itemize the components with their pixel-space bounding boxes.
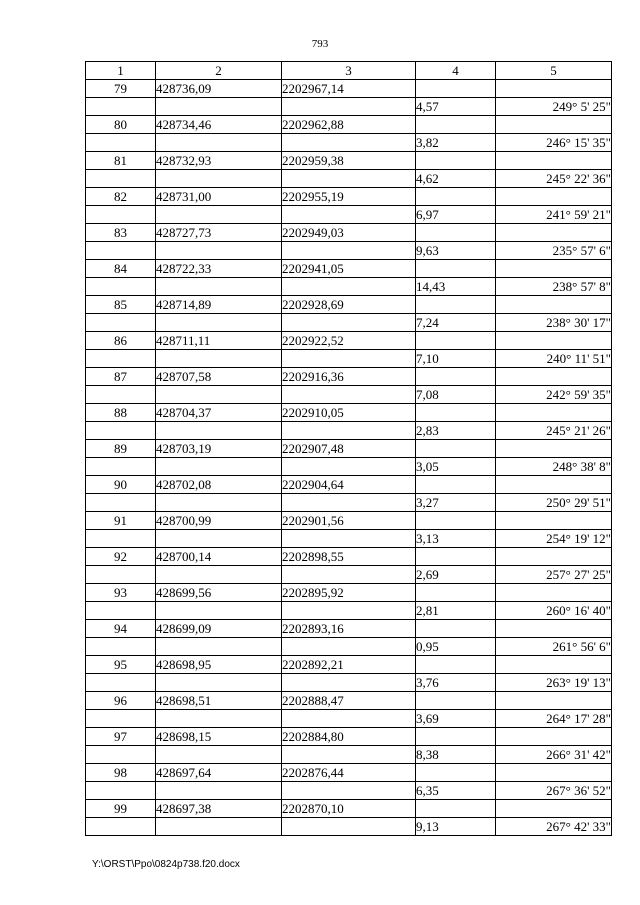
point-number-cell: 89 (86, 440, 156, 458)
direction-angle-cell: 250° 29' 51" (496, 494, 612, 512)
empty-cell (86, 710, 156, 728)
x-coordinate-cell: 428704,37 (156, 404, 282, 422)
y-coordinate-cell: 2202941,05 (282, 260, 416, 278)
empty-cell (416, 332, 496, 350)
point-row (86, 260, 612, 278)
empty-cell (156, 314, 282, 332)
x-coordinate-cell: 428734,46 (156, 116, 282, 134)
empty-cell (156, 350, 282, 368)
empty-cell (156, 782, 282, 800)
empty-cell (156, 422, 282, 440)
column-header-1: 1 (86, 62, 156, 80)
empty-cell (496, 476, 612, 494)
point-row (86, 656, 612, 674)
point-number-cell: 97 (86, 728, 156, 746)
point-row (86, 368, 612, 386)
page-number: 793 (311, 38, 329, 50)
point-row (86, 548, 612, 566)
empty-cell (416, 476, 496, 494)
empty-cell (156, 710, 282, 728)
empty-cell (86, 350, 156, 368)
x-coordinate-cell: 428699,56 (156, 584, 282, 602)
empty-cell (416, 116, 496, 134)
empty-cell (496, 80, 612, 98)
y-coordinate-cell: 2202870,10 (282, 800, 416, 818)
x-coordinate-cell: 428697,38 (156, 800, 282, 818)
distance-cell: 6,35 (416, 782, 496, 800)
point-number-cell: 95 (86, 656, 156, 674)
y-coordinate-cell: 2202910,05 (282, 404, 416, 422)
empty-cell (282, 566, 416, 584)
segment-row (86, 314, 612, 332)
empty-cell (496, 296, 612, 314)
empty-cell (86, 674, 156, 692)
column-header-4: 4 (416, 62, 496, 80)
y-coordinate-cell: 2202916,36 (282, 368, 416, 386)
point-row (86, 692, 612, 710)
direction-angle-cell: 249° 5' 25" (496, 98, 612, 116)
empty-cell (282, 278, 416, 296)
direction-angle-cell: 263° 19' 13" (496, 674, 612, 692)
empty-cell (496, 728, 612, 746)
empty-cell (86, 638, 156, 656)
direction-angle-cell: 266° 31' 42" (496, 746, 612, 764)
direction-angle-cell: 257° 27' 25" (496, 566, 612, 584)
distance-cell: 4,62 (416, 170, 496, 188)
x-coordinate-cell: 428707,58 (156, 368, 282, 386)
point-row (86, 224, 612, 242)
empty-cell (282, 458, 416, 476)
empty-cell (156, 134, 282, 152)
x-coordinate-cell: 428700,14 (156, 548, 282, 566)
point-number-cell: 92 (86, 548, 156, 566)
empty-cell (86, 170, 156, 188)
empty-cell (496, 656, 612, 674)
x-coordinate-cell: 428702,08 (156, 476, 282, 494)
empty-cell (282, 422, 416, 440)
y-coordinate-cell: 2202955,19 (282, 188, 416, 206)
segment-row (86, 278, 612, 296)
empty-cell (416, 260, 496, 278)
y-coordinate-cell: 2202895,92 (282, 584, 416, 602)
empty-cell (416, 584, 496, 602)
empty-cell (86, 566, 156, 584)
point-number-cell: 83 (86, 224, 156, 242)
empty-cell (416, 368, 496, 386)
segment-row (86, 566, 612, 584)
segment-row (86, 638, 612, 656)
direction-angle-cell: 260° 16' 40" (496, 602, 612, 620)
segment-row (86, 710, 612, 728)
y-coordinate-cell: 2202876,44 (282, 764, 416, 782)
empty-cell (496, 764, 612, 782)
point-row (86, 404, 612, 422)
empty-cell (496, 152, 612, 170)
distance-cell: 7,08 (416, 386, 496, 404)
empty-cell (86, 422, 156, 440)
y-coordinate-cell: 2202898,55 (282, 548, 416, 566)
empty-cell (416, 440, 496, 458)
empty-cell (282, 386, 416, 404)
empty-cell (86, 386, 156, 404)
y-coordinate-cell: 2202904,64 (282, 476, 416, 494)
empty-cell (282, 638, 416, 656)
point-number-cell: 96 (86, 692, 156, 710)
y-coordinate-cell: 2202901,56 (282, 512, 416, 530)
point-number-cell: 90 (86, 476, 156, 494)
direction-angle-cell: 254° 19' 12" (496, 530, 612, 548)
direction-angle-cell: 267° 36' 52" (496, 782, 612, 800)
empty-cell (416, 800, 496, 818)
point-row (86, 296, 612, 314)
empty-cell (86, 458, 156, 476)
empty-cell (86, 98, 156, 116)
segment-row (86, 170, 612, 188)
distance-cell: 3,13 (416, 530, 496, 548)
point-number-cell: 84 (86, 260, 156, 278)
y-coordinate-cell: 2202949,03 (282, 224, 416, 242)
empty-cell (282, 206, 416, 224)
point-row (86, 800, 612, 818)
x-coordinate-cell: 428711,11 (156, 332, 282, 350)
distance-cell: 0,95 (416, 638, 496, 656)
y-coordinate-cell: 2202907,48 (282, 440, 416, 458)
empty-cell (416, 188, 496, 206)
empty-cell (282, 782, 416, 800)
empty-cell (156, 566, 282, 584)
empty-cell (156, 746, 282, 764)
empty-cell (496, 548, 612, 566)
point-number-cell: 99 (86, 800, 156, 818)
empty-cell (416, 404, 496, 422)
direction-angle-cell: 235° 57' 6" (496, 242, 612, 260)
y-coordinate-cell: 2202962,88 (282, 116, 416, 134)
direction-angle-cell: 264° 17' 28" (496, 710, 612, 728)
point-number-cell: 94 (86, 620, 156, 638)
distance-cell: 2,69 (416, 566, 496, 584)
empty-cell (416, 512, 496, 530)
empty-cell (86, 278, 156, 296)
empty-cell (156, 242, 282, 260)
empty-cell (496, 692, 612, 710)
direction-angle-cell: 261° 56' 6" (496, 638, 612, 656)
empty-cell (156, 818, 282, 836)
direction-angle-cell: 267° 42' 33" (496, 818, 612, 836)
y-coordinate-cell: 2202922,52 (282, 332, 416, 350)
empty-cell (156, 458, 282, 476)
x-coordinate-cell: 428736,09 (156, 80, 282, 98)
x-coordinate-cell: 428731,00 (156, 188, 282, 206)
empty-cell (156, 602, 282, 620)
empty-cell (416, 80, 496, 98)
empty-cell (282, 242, 416, 260)
point-row (86, 584, 612, 602)
segment-row (86, 746, 612, 764)
x-coordinate-cell: 428699,09 (156, 620, 282, 638)
point-row (86, 152, 612, 170)
y-coordinate-cell: 2202959,38 (282, 152, 416, 170)
empty-cell (86, 602, 156, 620)
empty-cell (496, 512, 612, 530)
point-number-cell: 86 (86, 332, 156, 350)
column-header-3: 3 (282, 62, 416, 80)
point-number-cell: 93 (86, 584, 156, 602)
point-number-cell: 80 (86, 116, 156, 134)
point-row (86, 80, 612, 98)
empty-cell (86, 782, 156, 800)
point-number-cell: 87 (86, 368, 156, 386)
direction-angle-cell: 242° 59' 35" (496, 386, 612, 404)
empty-cell (416, 728, 496, 746)
y-coordinate-cell: 2202967,14 (282, 80, 416, 98)
empty-cell (416, 296, 496, 314)
segment-row (86, 242, 612, 260)
segment-row (86, 818, 612, 836)
column-header-2: 2 (156, 62, 282, 80)
distance-cell: 7,24 (416, 314, 496, 332)
x-coordinate-cell: 428700,99 (156, 512, 282, 530)
empty-cell (282, 98, 416, 116)
direction-angle-cell: 245° 21' 26" (496, 422, 612, 440)
empty-cell (496, 800, 612, 818)
distance-cell: 3,76 (416, 674, 496, 692)
direction-angle-cell: 245° 22' 36" (496, 170, 612, 188)
distance-cell: 9,63 (416, 242, 496, 260)
empty-cell (156, 494, 282, 512)
empty-cell (496, 440, 612, 458)
x-coordinate-cell: 428697,64 (156, 764, 282, 782)
point-number-cell: 91 (86, 512, 156, 530)
segment-row (86, 134, 612, 152)
x-coordinate-cell: 428727,73 (156, 224, 282, 242)
point-number-cell: 88 (86, 404, 156, 422)
empty-cell (282, 674, 416, 692)
column-header-5: 5 (496, 62, 612, 80)
direction-angle-cell: 246° 15' 35" (496, 134, 612, 152)
direction-angle-cell: 238° 30' 17" (496, 314, 612, 332)
empty-cell (156, 206, 282, 224)
point-row (86, 440, 612, 458)
y-coordinate-cell: 2202884,80 (282, 728, 416, 746)
empty-cell (496, 620, 612, 638)
empty-cell (156, 638, 282, 656)
x-coordinate-cell: 428732,93 (156, 152, 282, 170)
empty-cell (496, 188, 612, 206)
empty-cell (496, 224, 612, 242)
x-coordinate-cell: 428714,89 (156, 296, 282, 314)
y-coordinate-cell: 2202928,69 (282, 296, 416, 314)
distance-cell: 8,38 (416, 746, 496, 764)
direction-angle-cell: 241° 59' 21" (496, 206, 612, 224)
segment-row (86, 494, 612, 512)
empty-cell (86, 242, 156, 260)
distance-cell: 7,10 (416, 350, 496, 368)
empty-cell (86, 818, 156, 836)
segment-row (86, 602, 612, 620)
empty-cell (86, 530, 156, 548)
point-row (86, 476, 612, 494)
empty-cell (416, 224, 496, 242)
table-body (86, 80, 612, 836)
empty-cell (282, 710, 416, 728)
empty-cell (282, 746, 416, 764)
file-path-footer: Y:\ORST\Ppo\0824p738.f20.docx (92, 859, 240, 870)
point-row (86, 728, 612, 746)
empty-cell (416, 764, 496, 782)
segment-row (86, 530, 612, 548)
empty-cell (282, 602, 416, 620)
empty-cell (416, 656, 496, 674)
y-coordinate-cell: 2202892,21 (282, 656, 416, 674)
empty-cell (156, 278, 282, 296)
empty-cell (282, 530, 416, 548)
distance-cell: 2,81 (416, 602, 496, 620)
distance-cell: 2,83 (416, 422, 496, 440)
direction-angle-cell: 240° 11' 51" (496, 350, 612, 368)
empty-cell (86, 494, 156, 512)
point-row (86, 764, 612, 782)
empty-cell (86, 206, 156, 224)
y-coordinate-cell: 2202893,16 (282, 620, 416, 638)
empty-cell (156, 386, 282, 404)
point-number-cell: 81 (86, 152, 156, 170)
empty-cell (86, 134, 156, 152)
x-coordinate-cell: 428698,15 (156, 728, 282, 746)
point-number-cell: 79 (86, 80, 156, 98)
distance-cell: 3,82 (416, 134, 496, 152)
distance-cell: 3,05 (416, 458, 496, 476)
y-coordinate-cell: 2202888,47 (282, 692, 416, 710)
empty-cell (156, 674, 282, 692)
empty-cell (496, 404, 612, 422)
empty-cell (496, 260, 612, 278)
empty-cell (416, 620, 496, 638)
empty-cell (282, 350, 416, 368)
distance-cell: 3,69 (416, 710, 496, 728)
x-coordinate-cell: 428698,95 (156, 656, 282, 674)
empty-cell (416, 692, 496, 710)
segment-row (86, 422, 612, 440)
x-coordinate-cell: 428722,33 (156, 260, 282, 278)
x-coordinate-cell: 428698,51 (156, 692, 282, 710)
point-row (86, 620, 612, 638)
empty-cell (86, 746, 156, 764)
empty-cell (282, 818, 416, 836)
direction-angle-cell: 248° 38' 8" (496, 458, 612, 476)
empty-cell (496, 332, 612, 350)
segment-row (86, 782, 612, 800)
empty-cell (496, 584, 612, 602)
distance-cell: 4,57 (416, 98, 496, 116)
point-row (86, 116, 612, 134)
empty-cell (156, 530, 282, 548)
point-number-cell: 82 (86, 188, 156, 206)
coordinates-table (85, 61, 612, 836)
distance-cell: 9,13 (416, 818, 496, 836)
empty-cell (86, 314, 156, 332)
empty-cell (416, 152, 496, 170)
segment-row (86, 386, 612, 404)
empty-cell (282, 134, 416, 152)
empty-cell (156, 170, 282, 188)
point-row (86, 332, 612, 350)
segment-row (86, 98, 612, 116)
empty-cell (282, 170, 416, 188)
empty-cell (156, 98, 282, 116)
segment-row (86, 350, 612, 368)
distance-cell: 14,43 (416, 278, 496, 296)
empty-cell (496, 116, 612, 134)
segment-row (86, 206, 612, 224)
direction-angle-cell: 238° 57' 8" (496, 278, 612, 296)
empty-cell (282, 314, 416, 332)
segment-row (86, 458, 612, 476)
segment-row (86, 674, 612, 692)
empty-cell (496, 368, 612, 386)
point-number-cell: 85 (86, 296, 156, 314)
empty-cell (416, 548, 496, 566)
point-number-cell: 98 (86, 764, 156, 782)
header-row (86, 62, 612, 80)
distance-cell: 6,97 (416, 206, 496, 224)
point-row (86, 512, 612, 530)
x-coordinate-cell: 428703,19 (156, 440, 282, 458)
point-row (86, 188, 612, 206)
empty-cell (282, 494, 416, 512)
distance-cell: 3,27 (416, 494, 496, 512)
